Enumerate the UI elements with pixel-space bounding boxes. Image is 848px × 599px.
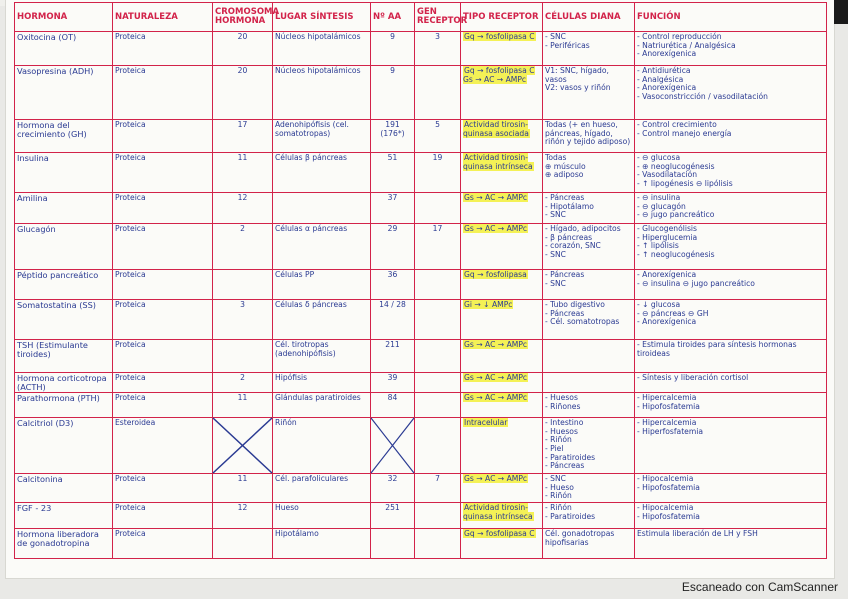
cell-hormona-text: Amilina	[17, 193, 48, 203]
cell-naturaleza	[113, 66, 213, 120]
cell-celulas	[543, 528, 635, 558]
cell-naturaleza	[113, 502, 213, 528]
cell-naturaleza-text: Proteica	[115, 393, 146, 403]
cell-hormona	[15, 418, 113, 474]
cell-hormona	[15, 270, 113, 300]
cell-tipo-text: Gs → AC → AMPc	[464, 373, 528, 382]
cell-aa	[371, 66, 415, 120]
cell-tipo	[461, 32, 543, 66]
cell-naturaleza	[113, 32, 213, 66]
cell-funcion-text: - Anorexígenica - ⊖ insulina ⊖ jugo pancreático	[637, 270, 755, 288]
table-row	[15, 474, 827, 503]
table-row	[15, 300, 827, 340]
cell-tipo	[461, 474, 543, 503]
cell-tipo-text: Gq → fosfolipasa	[464, 270, 527, 279]
cell-funcion-text: - Glucogenólisis - Hiperglucemia - ↑ lipólisis - ↑ neoglucogénesis	[637, 224, 715, 259]
cell-hormona	[15, 373, 113, 393]
cell-tipo	[461, 393, 543, 418]
cell-lugar	[273, 120, 371, 153]
cell-cromosoma-text: 20	[237, 32, 248, 41]
cell-lugar	[273, 224, 371, 270]
cell-aa-text: 191 (176*)	[380, 120, 405, 138]
cell-funcion-text: - Hipocalcemia - Hipofosfatemia	[637, 474, 700, 492]
cell-cromosoma	[213, 528, 273, 558]
cell-funcion-text: - Hipocalcemia - Hipofosfatemia	[637, 502, 700, 521]
table-row	[15, 193, 827, 224]
cell-cromosoma-text: 17	[237, 120, 248, 129]
cell-tipo-text: Gq → fosfolipasa C Gs → AC → AMPc	[463, 66, 535, 84]
cell-celulas-text: Todas ⊕ músculo ⊕ adiposo	[545, 153, 586, 180]
cell-cromosoma	[213, 393, 273, 418]
cell-tipo-text: Gs → AC → AMPc	[464, 393, 528, 403]
cell-aa-text: 9	[390, 32, 395, 41]
cell-hormona	[15, 528, 113, 558]
cell-lugar-text: Cél. tirotropas (adenohipófisis)	[275, 340, 336, 358]
cell-hormona	[15, 224, 113, 270]
cell-tipo	[461, 193, 543, 224]
cell-cromosoma	[213, 502, 273, 528]
cell-celulas-text: - Intestino - Huesos - Riñón - Piel - Paratiroides - Páncreas	[545, 418, 596, 471]
cell-tipo	[461, 153, 543, 193]
table-row	[15, 340, 827, 373]
cell-hormona-text: Vasopresina (ADH)	[17, 66, 94, 76]
table-row	[15, 120, 827, 153]
cell-lugar-text: Hipófisis	[275, 373, 308, 382]
cell-celulas	[543, 270, 635, 300]
cell-celulas-text: V1: SNC, hígado, vasos V2: vasos y riñón	[545, 66, 611, 93]
cell-funcion	[635, 474, 827, 503]
cell-gen	[415, 153, 461, 193]
cell-tipo	[461, 502, 543, 528]
cell-celulas	[543, 418, 635, 474]
cell-naturaleza	[113, 153, 213, 193]
cell-lugar-text: Riñón	[275, 418, 297, 428]
cell-aa-text: 211	[385, 340, 400, 349]
cell-naturaleza-text: Proteica	[115, 502, 146, 512]
cell-funcion	[635, 418, 827, 474]
cell-gen	[415, 120, 461, 153]
cell-cromosoma	[213, 418, 273, 474]
cell-tipo	[461, 300, 543, 340]
cell-gen-text: 19	[432, 153, 443, 162]
cell-funcion	[635, 270, 827, 300]
cell-gen	[415, 32, 461, 66]
cell-naturaleza	[113, 393, 213, 418]
cell-celulas	[543, 340, 635, 373]
cell-cromosoma	[213, 193, 273, 224]
cell-naturaleza	[113, 474, 213, 503]
cell-celulas	[543, 373, 635, 393]
table-row	[15, 270, 827, 300]
cell-hormona	[15, 474, 113, 503]
cell-naturaleza-text: Proteica	[115, 193, 146, 202]
cell-gen	[415, 340, 461, 373]
cell-naturaleza-text: Proteica	[115, 120, 146, 129]
cell-gen	[415, 300, 461, 340]
cell-cromosoma-text: 11	[237, 393, 248, 403]
cell-aa-text: 29	[387, 224, 398, 233]
cell-aa	[371, 373, 415, 393]
table-body	[15, 32, 827, 559]
cell-naturaleza	[113, 300, 213, 340]
cell-lugar	[273, 193, 371, 224]
cell-funcion	[635, 340, 827, 373]
cell-gen	[415, 393, 461, 418]
cell-tipo	[461, 270, 543, 300]
cell-gen-text: 17	[432, 224, 443, 233]
header-naturaleza: NATURALEZA	[113, 3, 213, 32]
cell-lugar	[273, 474, 371, 503]
cell-funcion-text: - Hipercalcemia - Hipofosfatemia	[637, 393, 700, 411]
cell-aa	[371, 474, 415, 503]
cell-aa	[371, 502, 415, 528]
cell-naturaleza	[113, 418, 213, 474]
cell-cromosoma	[213, 340, 273, 373]
cell-celulas-text: - Páncreas - Hipotálamo - SNC	[545, 193, 594, 220]
cell-lugar-text: Núcleos hipotalámicos	[275, 66, 361, 75]
cell-hormona-text: Parathormona (PTH)	[17, 393, 100, 404]
header-row	[15, 3, 827, 32]
table-row	[15, 66, 827, 120]
header-celulas: CÉLULAS DIANA	[543, 3, 635, 32]
cell-naturaleza	[113, 270, 213, 300]
cell-lugar	[273, 528, 371, 558]
cell-tipo-text: Actividad tirosin-quinasa intrínseca	[463, 502, 533, 521]
cell-gen	[415, 502, 461, 528]
cell-celulas-text: - Tubo digestivo - Páncreas - Cél. somatotropas	[545, 300, 620, 327]
cell-cromosoma	[213, 224, 273, 270]
cell-tipo	[461, 528, 543, 558]
cell-tipo	[461, 120, 543, 153]
cell-hormona	[15, 66, 113, 120]
cell-celulas	[543, 193, 635, 224]
cell-funcion-text: - Control crecimiento - Control manejo energía	[637, 120, 732, 138]
cell-lugar-text: Células β páncreas	[275, 153, 347, 162]
cell-celulas	[543, 502, 635, 528]
cell-naturaleza-text: Proteica	[115, 340, 146, 349]
cell-cromosoma	[213, 300, 273, 340]
cell-aa	[371, 193, 415, 224]
cell-funcion-text: - ⊖ glucosa - ⊕ neoglucogénesis - Vasodilatación - ↑ lipogénesis ⊖ lipólisis	[637, 153, 733, 188]
cell-gen	[415, 193, 461, 224]
cell-celulas	[543, 300, 635, 340]
cell-celulas	[543, 474, 635, 503]
cell-lugar	[273, 66, 371, 120]
cell-hormona	[15, 340, 113, 373]
cell-celulas-text: - Huesos - Riñones	[545, 393, 581, 411]
cell-celulas-text: Todas (+ en hueso, páncreas, hígado, riñón y tejido adiposo)	[545, 120, 631, 147]
cell-cromosoma	[213, 32, 273, 66]
cell-aa	[371, 393, 415, 418]
cell-celulas	[543, 393, 635, 418]
cell-aa-text: 39	[387, 373, 398, 382]
cell-tipo-text: Gs → AC → AMPc	[464, 340, 528, 349]
cell-funcion-text: - Control reproducción - Natriurética / Analgésica - Anorexígenica	[637, 32, 736, 59]
scanner-watermark: Escaneado con CamScanner	[681, 580, 838, 594]
cell-aa-text: 14 / 28	[379, 300, 406, 309]
cell-aa	[371, 224, 415, 270]
cell-gen	[415, 373, 461, 393]
cell-funcion	[635, 393, 827, 418]
cell-aa	[371, 340, 415, 373]
cell-cromosoma-text: 11	[237, 153, 248, 162]
cell-tipo-text: Actividad tirosin-quinasa intrínseca	[463, 153, 533, 171]
cell-celulas	[543, 153, 635, 193]
cell-hormona-text: Calcitriol (D3)	[17, 418, 74, 429]
cell-aa-text: 32	[387, 474, 398, 484]
header-aa: Nº AA	[371, 3, 415, 32]
cell-celulas-text: - Hígado, adipocitos - β páncreas - corazón, SNC - SNC	[545, 224, 621, 259]
cell-lugar-text: Núcleos hipotalámicos	[275, 32, 361, 41]
cell-naturaleza-text: Proteica	[115, 300, 146, 309]
cell-funcion	[635, 66, 827, 120]
cell-hormona-text: Insulina	[17, 153, 49, 163]
cell-aa-text: 9	[390, 66, 395, 75]
cell-aa	[371, 528, 415, 558]
cell-funcion	[635, 528, 827, 558]
cell-gen	[415, 224, 461, 270]
cell-gen-text: 5	[435, 120, 440, 129]
cell-cromosoma	[213, 474, 273, 503]
cell-hormona-text: Somatostatina (SS)	[17, 300, 96, 310]
cell-hormona-text: Calcitonina	[17, 474, 63, 485]
table-header	[15, 3, 827, 32]
cell-tipo-text: Intracelular	[464, 418, 508, 428]
cell-naturaleza	[113, 340, 213, 373]
header-hormona: HORMONA	[15, 3, 113, 32]
cell-tipo	[461, 418, 543, 474]
cell-hormona	[15, 32, 113, 66]
cell-lugar-text: Hipotálamo	[275, 528, 319, 538]
table-row	[15, 373, 827, 393]
cell-aa-text: 37	[387, 193, 398, 202]
cell-lugar	[273, 502, 371, 528]
cell-celulas-text: - Riñón - Paratiroides	[545, 502, 596, 521]
table-row	[15, 32, 827, 66]
cell-cromosoma-text: 11	[237, 474, 248, 484]
cell-celulas-text: - SNC - Hueso - Riñón	[545, 474, 574, 501]
table-row	[15, 393, 827, 418]
cell-lugar	[273, 153, 371, 193]
cell-aa-text: 51	[387, 153, 398, 162]
scan-dark-edge	[834, 0, 848, 24]
cell-funcion	[635, 120, 827, 153]
cell-lugar	[273, 270, 371, 300]
cell-cromosoma	[213, 153, 273, 193]
cell-hormona-text: Péptido pancreático	[17, 270, 99, 280]
cell-lugar	[273, 393, 371, 418]
cell-cromosoma	[213, 373, 273, 393]
cell-naturaleza-text: Proteica	[115, 224, 146, 233]
cell-lugar-text: Adenohipófisis (cel. somatotropas)	[275, 120, 349, 138]
header-cromosoma: CROMOSOMA HORMONA	[213, 3, 273, 32]
cell-naturaleza-text: Esteroidea	[115, 418, 156, 428]
cell-celulas-text: Cél. gonadotropas hipofisarias	[545, 528, 615, 547]
cell-funcion	[635, 502, 827, 528]
cell-lugar-text: Cél. parafoliculares	[275, 474, 349, 484]
cell-lugar	[273, 340, 371, 373]
cell-naturaleza	[113, 120, 213, 153]
cell-funcion-text: - Síntesis y liberación cortisol	[637, 373, 749, 382]
cell-hormona-text: Hormona corticotropa (ACTH)	[17, 373, 107, 392]
header-lugar: LUGAR SÍNTESIS	[273, 3, 371, 32]
cell-gen-text: 3	[435, 32, 440, 41]
cell-hormona-text: FGF - 23	[17, 502, 52, 513]
cell-hormona	[15, 193, 113, 224]
cell-naturaleza	[113, 528, 213, 558]
cell-aa	[371, 153, 415, 193]
cell-lugar	[273, 32, 371, 66]
cell-naturaleza	[113, 224, 213, 270]
cell-hormona-text: Oxitocina (OT)	[17, 32, 77, 42]
cell-funcion	[635, 300, 827, 340]
cell-hormona	[15, 120, 113, 153]
cell-lugar-text: Glándulas paratiroides	[275, 393, 361, 403]
cell-funcion	[635, 153, 827, 193]
cell-tipo-text: Gq → fosfolipasa C	[464, 528, 535, 538]
cell-aa-text: 84	[387, 393, 398, 403]
cell-naturaleza-text: Proteica	[115, 153, 146, 162]
cell-hormona	[15, 300, 113, 340]
cell-naturaleza	[113, 373, 213, 393]
cell-tipo-text: Gs → AC → AMPc	[464, 193, 528, 202]
cross-out-mark	[213, 418, 272, 473]
cell-gen	[415, 270, 461, 300]
cell-hormona	[15, 502, 113, 528]
hormone-table	[14, 2, 827, 559]
cell-cromosoma	[213, 120, 273, 153]
cell-naturaleza-text: Proteica	[115, 66, 146, 75]
header-tipo: TIPO RECEPTOR	[461, 3, 543, 32]
cell-gen	[415, 474, 461, 503]
cell-lugar	[273, 300, 371, 340]
cell-tipo	[461, 373, 543, 393]
cell-funcion-text: - Hipercalcemia - Hiperfosfatemia	[637, 418, 704, 436]
table-row	[15, 528, 827, 558]
cell-tipo-text: Gs → AC → AMPc	[464, 474, 528, 484]
cell-gen	[415, 528, 461, 558]
cell-hormona-text: TSH (Estimulante tiroides)	[17, 340, 88, 359]
cell-lugar-text: Células α páncreas	[275, 224, 348, 233]
cell-cromosoma-text: 12	[237, 502, 248, 512]
cell-funcion	[635, 193, 827, 224]
cell-lugar-text: Células δ páncreas	[275, 300, 347, 309]
cell-hormona	[15, 153, 113, 193]
cell-funcion-text: - Estimula tiroides para síntesis hormonas tiroideas	[637, 340, 797, 358]
cell-aa	[371, 418, 415, 474]
cell-naturaleza-text: Proteica	[115, 270, 146, 279]
cell-gen-text: 7	[435, 474, 440, 484]
table-row	[15, 502, 827, 528]
cell-tipo	[461, 224, 543, 270]
cell-gen	[415, 66, 461, 120]
cell-hormona	[15, 393, 113, 418]
cell-tipo	[461, 66, 543, 120]
cell-celulas	[543, 66, 635, 120]
cell-naturaleza-text: Proteica	[115, 373, 146, 382]
cell-aa	[371, 300, 415, 340]
cell-lugar-text: Células PP	[275, 270, 315, 279]
cell-cromosoma-text: 3	[240, 300, 245, 309]
cell-cromosoma-text: 20	[237, 66, 248, 75]
cell-cromosoma	[213, 66, 273, 120]
cell-aa	[371, 120, 415, 153]
cell-funcion-text: - ⊖ insulina - ⊖ glucagón - ⊖ jugo pancreático	[637, 193, 715, 220]
cell-naturaleza-text: Proteica	[115, 32, 146, 41]
cell-aa-text: 36	[387, 270, 398, 279]
cell-celulas	[543, 32, 635, 66]
cell-cromosoma-text: 2	[240, 224, 245, 233]
cell-lugar	[273, 418, 371, 474]
header-gen: GEN RECEPTOR	[415, 3, 461, 32]
cell-hormona-text: Hormona del crecimiento (GH)	[17, 120, 87, 139]
cell-naturaleza	[113, 193, 213, 224]
cell-celulas-text: - Páncreas - SNC	[545, 270, 585, 288]
cell-tipo-text: Actividad tirosin-quinasa asociada	[463, 120, 529, 138]
cell-tipo-text: Gs → AC → AMPc	[464, 224, 528, 233]
cell-cromosoma	[213, 270, 273, 300]
cell-lugar-text: Hueso	[275, 502, 299, 512]
table-row	[15, 153, 827, 193]
cell-tipo-text: Gq → fosfolipasa C	[464, 32, 535, 41]
cell-tipo	[461, 340, 543, 373]
cell-naturaleza-text: Proteica	[115, 528, 146, 538]
header-funcion: FUNCIÓN	[635, 3, 827, 32]
cell-celulas	[543, 224, 635, 270]
cell-cromosoma-text: 12	[237, 193, 248, 202]
cell-naturaleza-text: Proteica	[115, 474, 146, 484]
cell-gen	[415, 418, 461, 474]
cell-aa-text: 251	[385, 502, 400, 512]
cell-hormona-text: Hormona liberadora de gonadotropina	[17, 528, 99, 548]
cell-celulas	[543, 120, 635, 153]
cell-aa	[371, 32, 415, 66]
cell-hormona-text: Glucagón	[17, 224, 56, 234]
cell-funcion-text: - ↓ glucosa - ⊖ páncreas ⊖ GH - Anorexígenica	[637, 300, 709, 327]
cell-funcion	[635, 373, 827, 393]
cell-funcion-text: - Antidiurética - Analgésica - Anorexígenica - Vasoconstricción / vasodilatación	[637, 66, 768, 101]
cross-out-mark	[371, 418, 414, 473]
table-row	[15, 224, 827, 270]
cell-tipo-text: Gi → ↓ AMPc	[464, 300, 513, 309]
cell-aa	[371, 270, 415, 300]
cell-celulas-text: - SNC - Periféricas	[545, 32, 590, 50]
cell-cromosoma-text: 2	[240, 373, 245, 382]
cell-funcion-text: Estimula liberación de LH y FSH	[637, 528, 758, 538]
table-row	[15, 418, 827, 474]
cell-funcion	[635, 32, 827, 66]
cell-lugar	[273, 373, 371, 393]
cell-funcion	[635, 224, 827, 270]
